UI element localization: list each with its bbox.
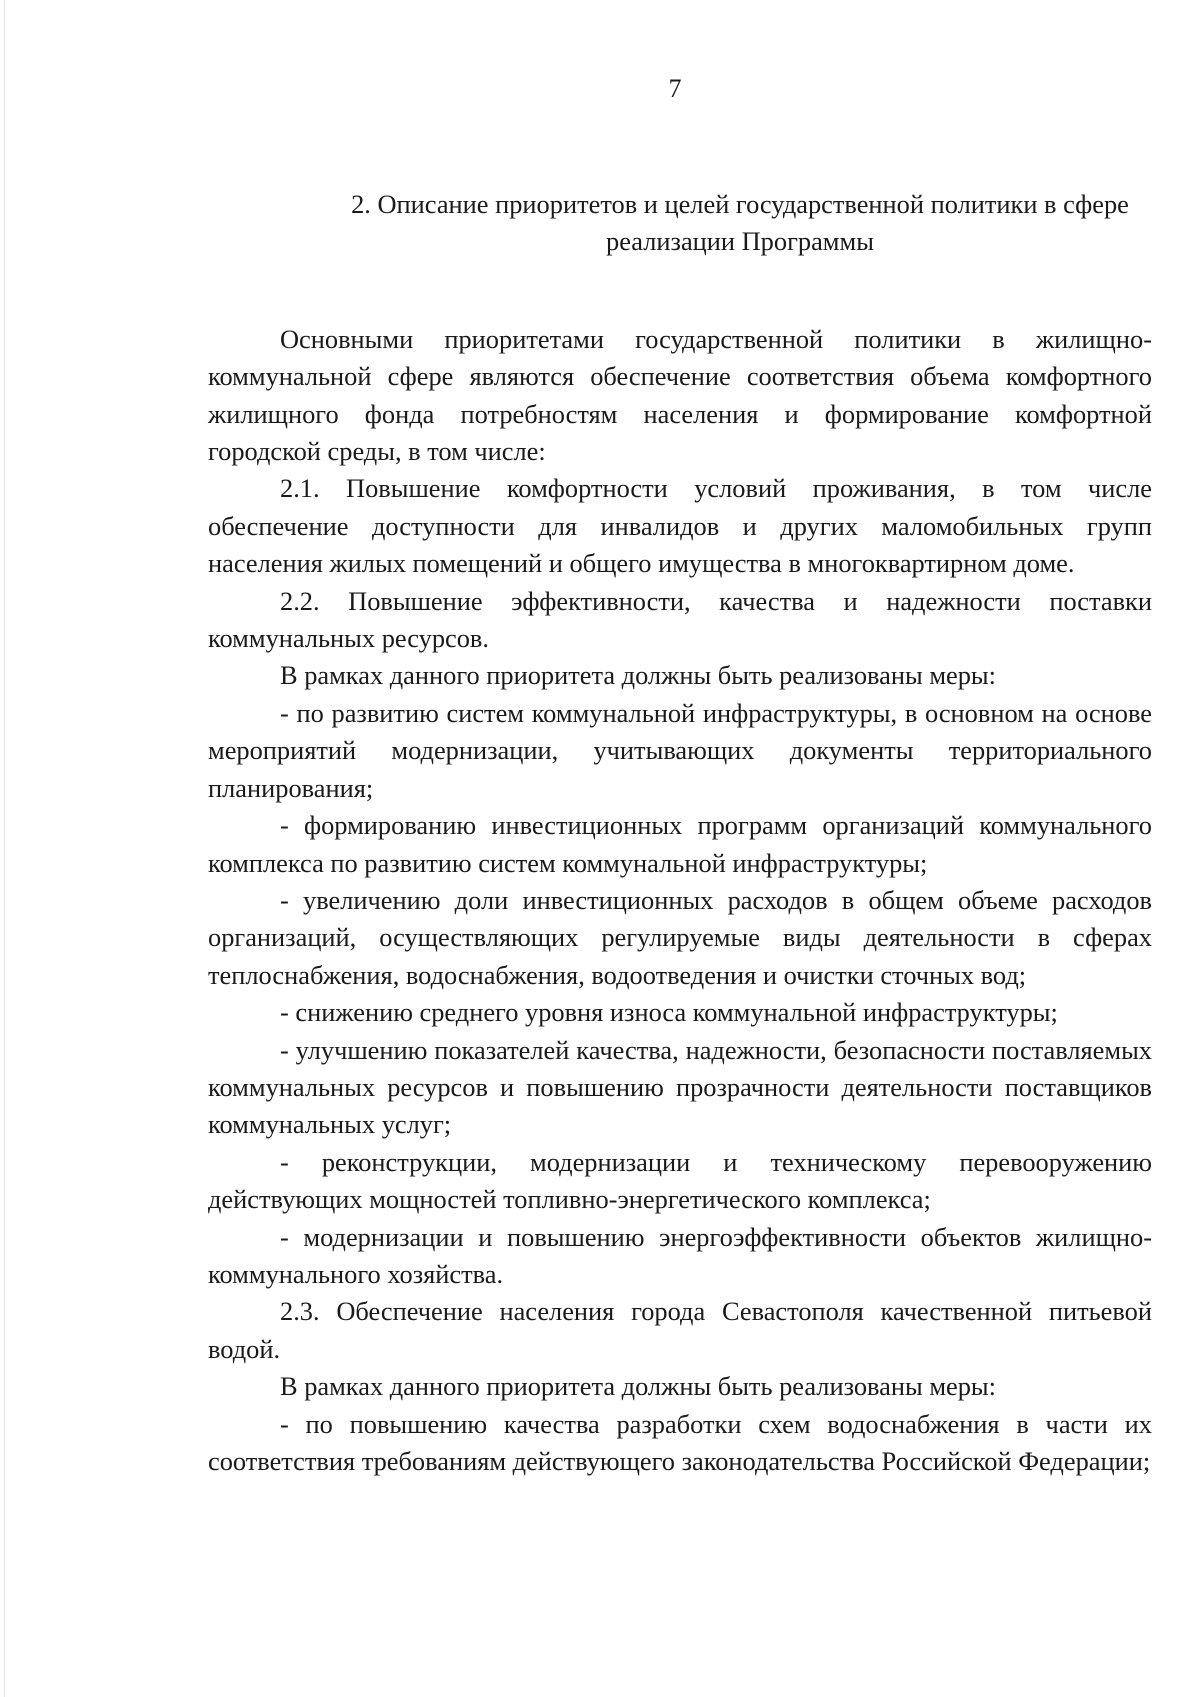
paragraph-intro: Основными приоритетами государственной политики в жилищно-коммунальной сфере являются обеспечение соответствия объема комфортного жилищного фонда потребностям населения и формирование комфортной городской среды, в том числе: (208, 323, 1152, 467)
paragraph-measures-intro: В рамках данного приоритета должны быть реализованы меры: (280, 1371, 996, 1402)
page-number: 7 (668, 74, 682, 103)
scan-edge-line (4, 0, 5, 1697)
section-heading-line-1: 2. Описание приоритетов и целей государственной политики в сфере (351, 189, 1129, 219)
paragraph-priority-2-2: 2.2. Повышение эффективности, качества и надежности поставки коммунальных ресурсов. (208, 585, 1152, 654)
paragraph-priority-2-1: 2.1. Повышение комфортности условий проживания, в том числе обеспечение доступности для инвалидов и других маломобильных групп населения жилых помещений и общего имущества в многоквартирном доме. (208, 473, 1152, 579)
list-item-measure: - формированию инвестиционных программ организаций коммунального комплекса по развитию систем коммунальной инфраструктуры; (208, 810, 1152, 878)
list-item-measure: - реконструкции, модернизации и техническому перевооружению действующих мощностей топливно-энергетического комплекса; (208, 1146, 1152, 1215)
document-body (208, 186, 1152, 1480)
section-heading-line-2: реализации Программы (606, 226, 874, 257)
section-heading (208, 186, 1152, 261)
list-item-measure: - снижению среднего уровня износа коммунальной инфраструктуры; (280, 997, 1058, 1028)
list-item-measure: - улучшению показателей качества, надежности, безопасности поставляемых коммунальных ресурсов и повышению прозрачности деятельности поставщиков коммунальных услуг; (208, 1034, 1152, 1140)
list-item-measure: - модернизации и повышению энергоэффективности объектов жилищно-коммунального хозяйства. (208, 1221, 1152, 1289)
list-item-measure: - по повышению качества разработки схем водоснабжения в части их соответствия требованиям действующего законодательства Российской Федерации; (208, 1408, 1152, 1476)
list-item-measure: - по развитию систем коммунальной инфраструктуры, в основном на основе мероприятий модернизации, учитывающих документы территориального планирования; (208, 697, 1152, 803)
paragraph-measures-intro: В рамках данного приоритета должны быть реализованы меры: (280, 660, 996, 691)
paragraph-priority-2-3: 2.3. Обеспечение населения города Севастополя качественной питьевой водой. (208, 1296, 1152, 1364)
list-item-measure: - увеличению доли инвестиционных расходов в общем объеме расходов организаций, осуществляющих регулируемые виды деятельности в сферах теплоснабжения, водоснабжения, водоотведения и очистки сточных вод; (208, 884, 1152, 990)
